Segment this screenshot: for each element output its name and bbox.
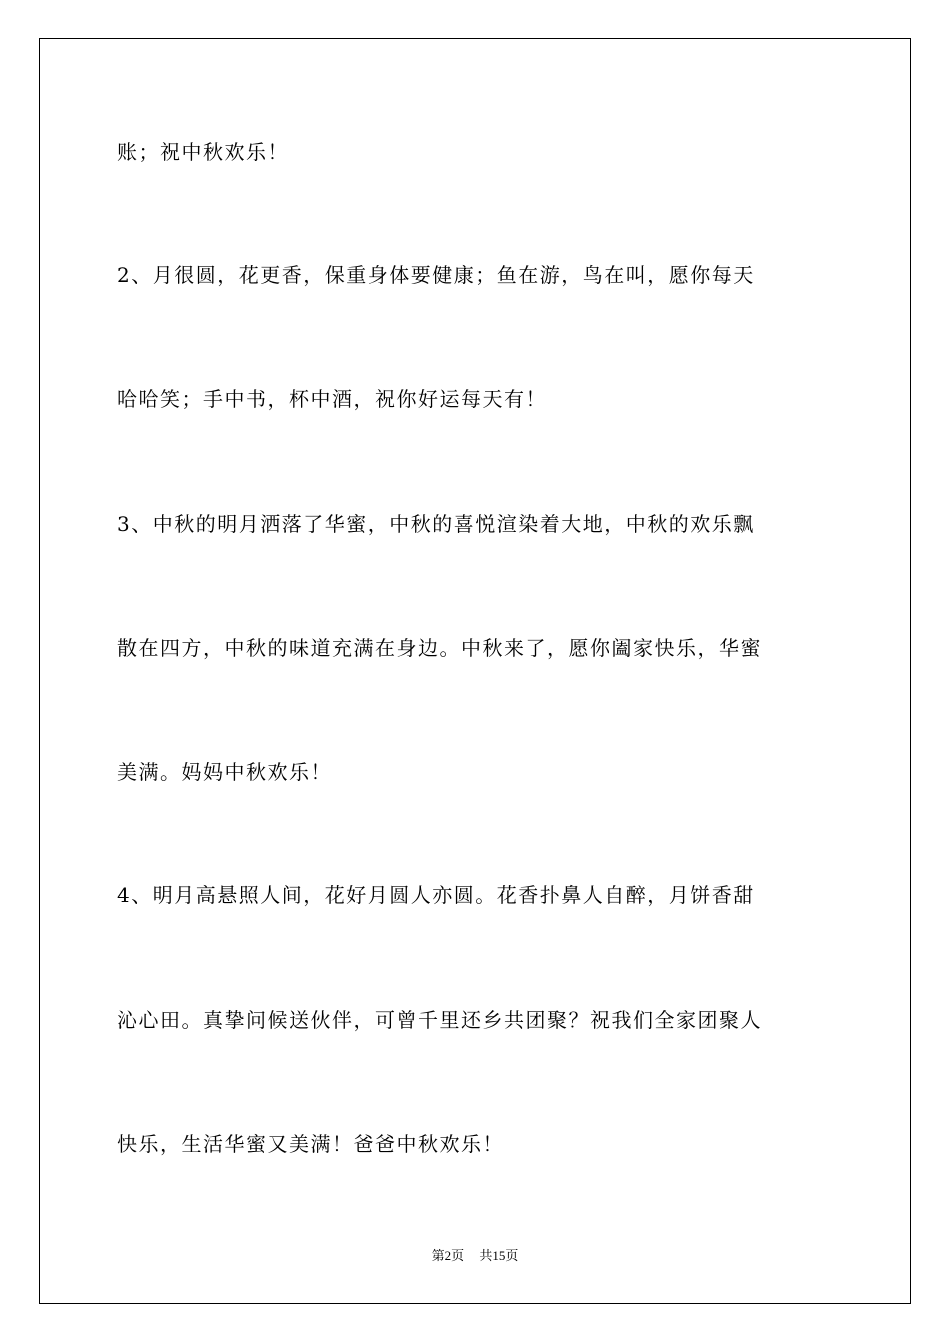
text-line: 3、中秋的明月洒落了华蜜，中秋的喜悦渲染着大地，中秋的欢乐飘 [117,512,755,536]
page-footer [0,1245,950,1264]
page-border [39,38,911,1304]
text-line: 散在四方，中秋的味道充满在身边。中秋来了，愿你阖家快乐，华蜜 [117,636,762,660]
page-total: 共15页 [479,1248,519,1263]
text-line: 美满。妈妈中秋欢乐！ [117,760,332,784]
text-line: 哈哈笑；手中书，杯中酒，祝你好运每天有！ [117,387,547,411]
text-line: 快乐，生活华蜜又美满！爸爸中秋欢乐！ [117,1132,504,1156]
text-line: 4、明月高悬照人间，花好月圆人亦圆。花香扑鼻人自醉，月饼香甜 [117,883,755,907]
text-line: 账；祝中秋欢乐！ [117,140,289,164]
text-line: 沁心田。真挚问候送伙伴，可曾千里还乡共团聚？祝我们全家团聚人 [117,1008,762,1032]
page-number: 第2页 [431,1248,465,1263]
text-line: 2、月很圆，花更香，保重身体要健康；鱼在游，鸟在叫，愿你每天 [117,263,755,287]
